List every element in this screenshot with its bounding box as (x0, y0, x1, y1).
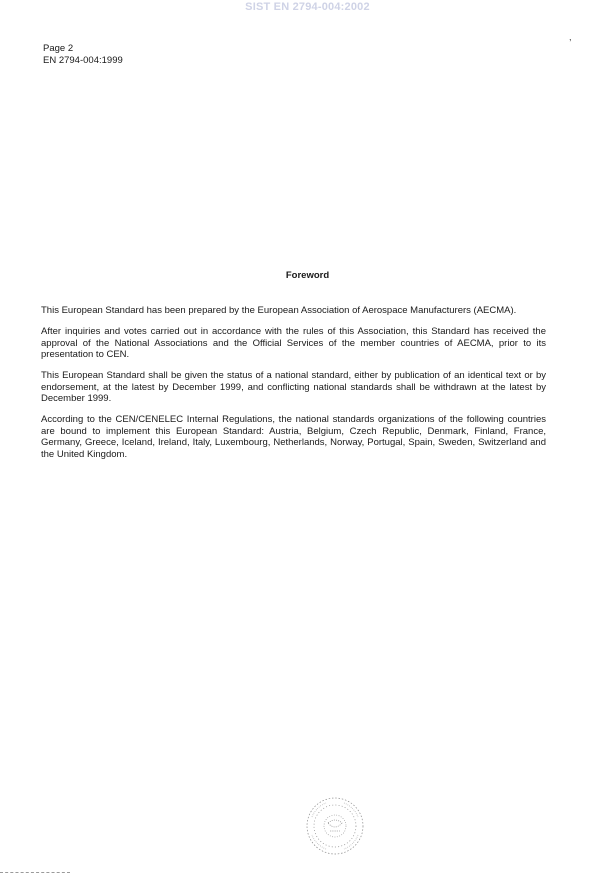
page-number: Page 2 (43, 43, 74, 54)
foreword-paragraph: This European Standard shall be given the status of a national standard, either by publication of an identical text or by endorsement, at the latest by December 1999, and conflicting national standards shall be withdrawn at the latest by December 1999. (41, 370, 546, 404)
footer-rule (0, 872, 70, 873)
document-id: EN 2794-004:1999 (43, 55, 123, 66)
page-header (43, 43, 123, 67)
foreword-body (41, 305, 546, 470)
foreword-paragraph: After inquiries and votes carried out in accordance with the rules of this Association, this Standard has received the approval of the National Associations and the Official Services of the member countries of AECMA, prior to its presentation to CEN. (41, 326, 546, 360)
foreword-paragraph: This European Standard has been prepared by the European Association of Aerospace Manufacturers (AECMA). (41, 305, 517, 316)
margin-mark: , (569, 32, 572, 42)
watermark: SIST EN 2794-004:2002 (245, 1, 370, 13)
foreword-title: Foreword (285, 270, 330, 281)
foreword-paragraph: According to the CEN/CENELEC Internal Regulations, the national standards organizations of the following countries are bound to implement this European Standard: Austria, Belgium, Czech Republic, Denmark, Finland, France, Germany, Greece, Iceland, Ireland, Italy, Luxembourg, Netherlands, Norway, Portugal, Spain, Sweden, Switzerland and the United Kingdom. (41, 414, 546, 460)
official-seal-icon (304, 795, 366, 857)
